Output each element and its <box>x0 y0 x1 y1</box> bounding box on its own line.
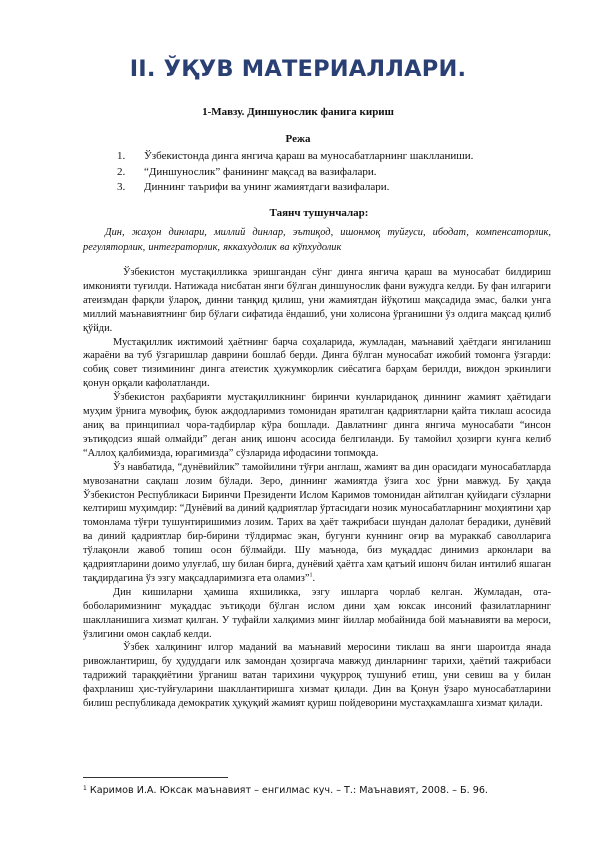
paragraph: Дин кишиларни ҳамиша яхшиликка, эзгу ишларга чорлаб келган. Жумладан, ота-боболаримизнинг муқаддас эътиқоди бўлган ислом дини ҳам юксак инсоний фазилатларнинг шаклланишига хизмат қилган. У туфайли халқимиз минг йиллар мобайнида бой маънавияти ва мероси, ўзлигини омон сақлаб келди. <box>83 586 551 640</box>
key-concepts-heading: Таянч тушунчалар: <box>269 207 369 219</box>
footnote-divider <box>83 777 228 778</box>
lecture-title: 1-Мавзу. Диншунослик фанига кириш <box>202 106 394 118</box>
paragraph-end: . <box>312 572 316 584</box>
plan-item <box>117 180 557 196</box>
plan-item <box>117 149 557 165</box>
paragraph: Ўзбекистон мустақилликка эришгандан сўнг динга янгича қараш ва муносабат билдириш имконияти туғилди. Натижада нисбатан янги бўлган диншунослик фани вужудга келди. Бу фан илгариги атеизмдан фарқли ўлароқ, динни танқид қилиш, уни жамиятдан йўқотиш мақсадида эмас, балки унга миллий маънавиятнинг бир бўлаги сифатида ёндашиб, уни холисона ўрганишни ўз олдига мақсад қилиб қўйди. <box>83 267 551 334</box>
paragraph: Ўзбекистон раҳбарияти мустақилликнинг биринчи кунлариданоқ диннинг жамият ҳаётидаги муҳим ўрнига мувофиқ, буюк аждодларимиз томонидан яратилган қадриятларни қайта тиклаш асосида аниқ ва принципиал чора-тадбирлар кўра бошлади. Давлатнинг динга янгича муносабати “инсон эътиқодсиз яшай олмайди” деган аниқ ишонч асосида белгиланди. Бу тамойил ҳозирги кунга келиб “Аллоҳ қалбимизда, юрагимизда” сўзларида ифодасини топмоқда. <box>83 392 551 459</box>
plan-item-text: Диннинг таърифи ва унинг жамиятдаги вазифалари. <box>144 181 390 193</box>
plan-list <box>117 149 557 196</box>
footnote <box>83 785 563 796</box>
plan-item-number: 3. <box>117 181 126 193</box>
key-concepts-text: Дин, жаҳон динлари, миллий динлар, эътиқод, ишонмоқ туйғуси, ибодат, компенсаторлик, регуляторлик, интеграторлик, яккахудолик ва кўпхудолик <box>83 227 551 253</box>
plan-item-text: Ўзбекистонда динга янгича қараш ва муносабатларнинг шаклланиши. <box>144 150 474 162</box>
plan-heading: Режа <box>285 133 311 145</box>
plan-item-text: “Диншунослик” фанининг мақсад ва вазифалари. <box>144 165 377 178</box>
plan-item-number: 1. <box>117 150 126 162</box>
footnote-text: Каримов И.А. Юксак маънавият – енгилмас куч. – Т.: Маънавият, 2008. – Б. 96. <box>86 785 488 796</box>
paragraph-with-quote <box>83 461 551 586</box>
paragraph-text: Ўз навбатида, “дунёвийлик” тамойилини тўғри англаш, жамият ва дин орасидаги муносабатларда мувозанатни сақлаш лозим бўлади. Зеро, диннинг жамиятда ўзига хос ўрни мавжуд. Бу ҳақда Ўзбекистон Республикаси Биринчи Президенти Ислом Каримов томонидан айтилган қуйидаги сўзларни келтириш муҳимдир: “Дунёвий ва диний қадриятлар ўртасидаги нозик муносабатларнинг моҳиятини ҳар томонлама тўғри тушунтиришимиз лозим. Тарих ва ҳаёт тажрибаси шундан далолат берадики, дунёвий ва диний қадриятлар бир-бирини тўлдирмас экан, бугунги куннинг оғир ва мураккаб саволларига тўлақонли жавоб топиш осон бўлмайди. Шу маънода, биз муқаддас динимиз арконлари ва қадриятларини доимо улуғлаб, шу билан бирга, дунёвий ҳаётга хам қатъий ишонч билан интилиб яшаган тақдирдагина ўз эзгу мақсадларимизга ета оламиз” <box>83 461 552 584</box>
main-text <box>83 266 551 711</box>
plan-item-number: 2. <box>117 165 126 178</box>
footnote-reference[interactable]: 1 <box>309 572 313 579</box>
plan-item <box>117 165 557 181</box>
footnote-marker: 1 <box>83 785 87 792</box>
section-title: II. ЎҚУВ МАТЕРИАЛЛАРИ. <box>129 56 467 82</box>
paragraph: Ўзбек халқининг илгор маданий ва маънавий меросини тиклаш ва янги шароитда янада ривожлантириш, бу ҳудуддаги илк замондан ҳозиргача мавжуд динларнинг тарихи, ҳаётий тажрибаси тадрижий тараққиётини ўрганиш ватан тарихини чуқурроқ тушуниб етиш, уни севиш ва у билан фахрланиш ҳис-туйғуларини шакллантиришга хизмат қилади. Дин ва Қонун ўзаро муносабатларини билиш республикада демократик ҳуқуқий жамият қуриш пойдеворини мустаҳкамлашга хизмат қилади. <box>83 642 551 710</box>
paragraph: Мустақиллик ижтимоий ҳаётнинг барча соҳаларида, жумладан, маънавий ҳаётдаги янгиланиш жараёни ва туб ўзгаришлар даврини бошлаб берди. Динга бўлган муносабат ижобий томонга ўзгарди: собиқ совет тизимининг динга атеистик ҳужумкорлик сиёсатига барҳам берилди, виждон эркинлиги қонун орқали кафолатланди. <box>83 336 551 390</box>
